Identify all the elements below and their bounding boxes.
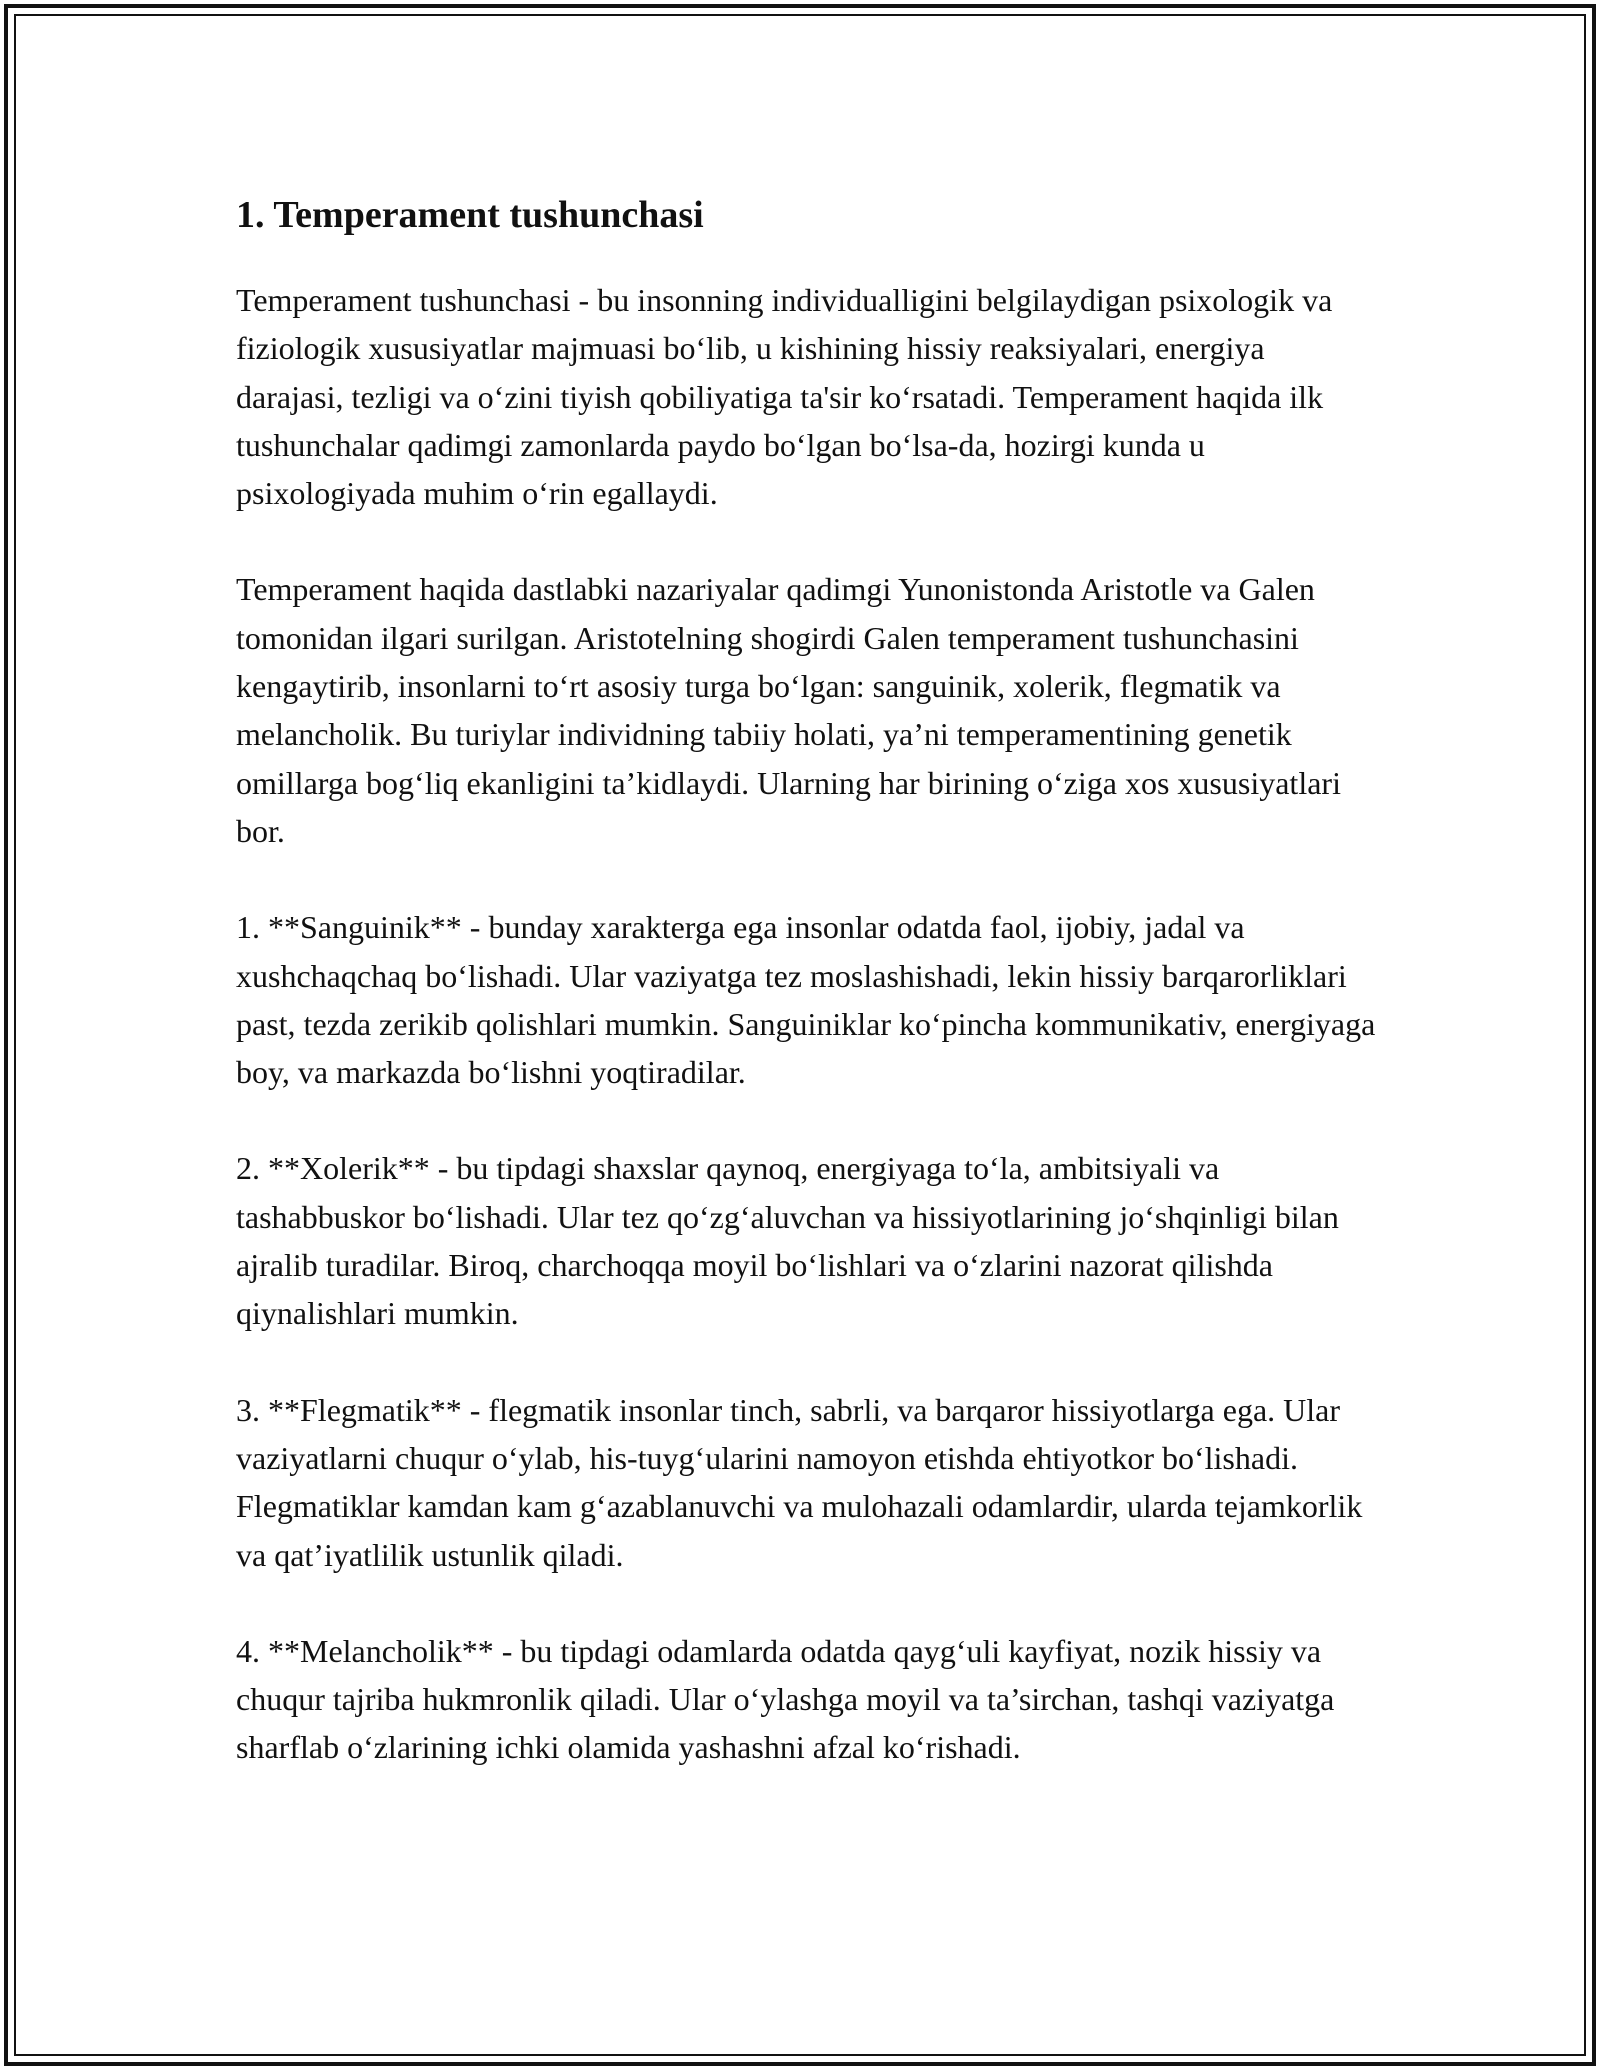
paragraph-phlegmatic: 3. **Flegmatik** - flegmatik insonlar tinch, sabrli, va barqaror hissiyotlarga ega. Ular vaziyatlarni chuqur o‘ylab, his-tuyg‘ularini namoyon etishda ehtiyotkor bo‘lishadi. Flegmatiklar kamdan kam g‘azablanuvchi va mulohazali odamlardir, ularda tejamkorlik va qat’iyatlilik ustunlik qiladi. [236,1391,1363,1573]
paragraph-temperament-definition: Temperament tushunchasi - bu insonning individualligini belgilaydigan psixologik va fiziologik xususiyatlar majmuasi bo‘lib, u kishining hissiy reaksiyalari, energiya darajasi, tezligi va o‘zini tiyish qobiliyatiga ta'sir ko‘rsatadi. Temperament haqida ilk tushunchalar qadimgi zamonlarda paydo bo‘lgan bo‘lsa-da, hozirgi kunda u psixologiyada muhim o‘rin egallaydi. [236,282,1333,512]
page-title: 1. Temperament tushunchasi [236,194,704,236]
paragraph-sanguine: 1. **Sanguinik** - bunday xarakterga ega insonlar odatda faol, ijobiy, jadal va xushchaqchaq bo‘lishadi. Ular vaziyatga tez moslashishadi, lekin hissiy barqarorliklari past, tezda zerikib qolishlari mumkin. Sanguiniklar ko‘pincha kommunikativ, energiyaga boy, va markazda bo‘lishni yoqtiradilar. [236,909,1376,1091]
paragraph-temperament-history: Temperament haqida dastlabki nazariyalar qadimgi Yunonistonda Aristotle va Galen tomonidan ilgari surilgan. Aristotelning shogirdi Galen temperament tushunchasini kengaytirib, insonlarni to‘rt asosiy turga bo‘lgan: sanguinik, xolerik, flegmatik va melancholik. Bu turiylar individning tabiiy holati, ya’ni temperamentining genetik omillarga bog‘liq ekanligini ta’kidlaydi. Ularning har birining o‘ziga xos xususiyatlari bor. [236,571,1341,849]
paragraph-choleric: 2. **Xolerik** - bu tipdagi shaxslar qaynoq, energiyaga to‘la, ambitsiyali va tashabbuskor bo‘lishadi. Ular tez qo‘zg‘aluvchan va hissiyotlarining jo‘shqinligi bilan ajralib turadilar. Biroq, charchoqqa moyil bo‘lishlari va o‘zlarini nazorat qilishda qiynalishlari mumkin. [236,1150,1339,1332]
document-page [236,188,1376,1820]
paragraph-melancholic: 4. **Melancholik** - bu tipdagi odamlarda odatda qayg‘uli kayfiyat, nozik hissiy va chuqur tajriba hukmronlik qiladi. Ular o‘ylashga moyil va ta’sirchan, tashqi vaziyatga sharflab o‘zlarining ichki olamida yashashni afzal ko‘rishadi. [236,1632,1335,1766]
